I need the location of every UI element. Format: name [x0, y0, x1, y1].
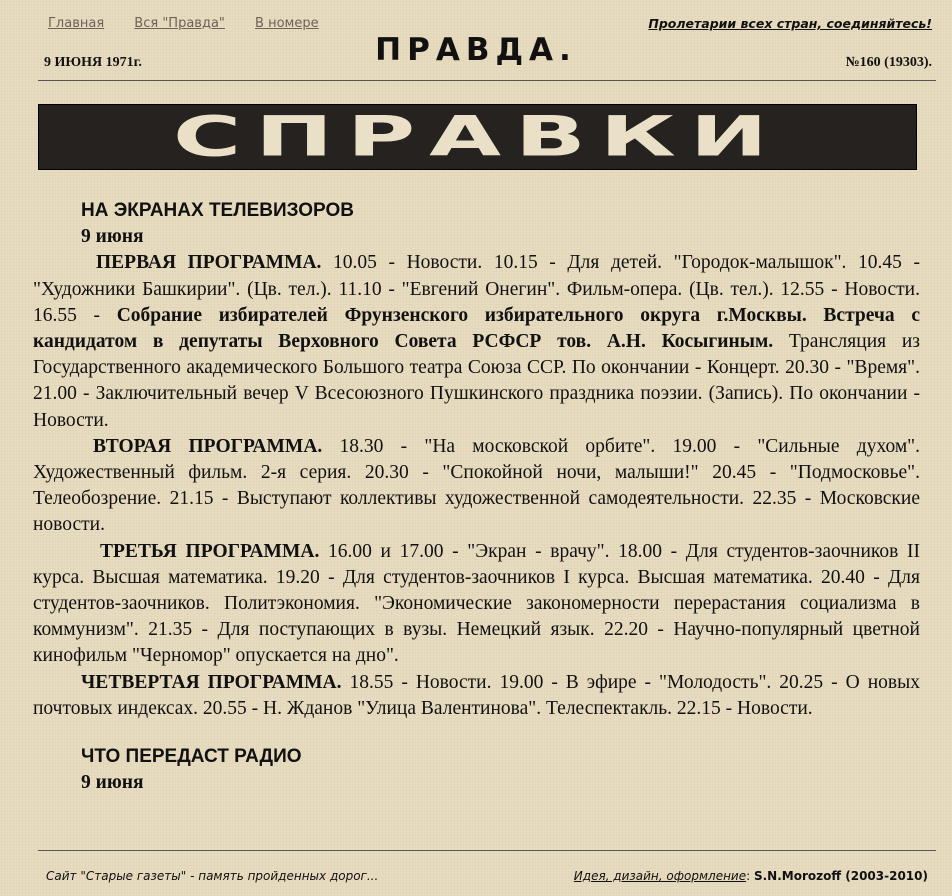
program-1-text-cont: Трансляция из Государственного академического Большого театра Союза ССР. По окончании - Концерт. 20.30 - "Время". 21.00 - Заключительный вечер V Всесоюзного Пушкинского праздника поэзии. (Запись). По окончании - Новости.: [33, 331, 920, 431]
tv-heading: НА ЭКРАНАХ ТЕЛЕВИЗОРОВ: [81, 200, 354, 221]
program-1-text: 10.05 - Новости. 10.15 - Для детей. "Городок-малышок". 10.45 - "Художники Башкирии". (Цв. тел.). 11.10 - "Евгений Онегин". Фильм-опера. (Цв. тел.). 12.55 - Новости. 16.55 -: [33, 252, 920, 326]
footer-credit: [574, 869, 928, 883]
program-4-name: ЧЕТВЕРТАЯ ПРОГРАММА.: [81, 671, 342, 693]
program-4-text: 18.55 - Новости. 19.00 - В эфире - "Молодость". 20.25 - О новых почтовых индексах. 20.55 - Н. Жданов "Улица Валентинова". Телеспектакль. 22.15 - Новости.: [33, 671, 920, 719]
footer-site-text: Сайт "Старые газеты" - память пройденных дорог...: [46, 869, 379, 883]
program-2-paragraph: [33, 434, 920, 539]
section-banner-text: СПРАВКИ: [173, 104, 782, 170]
program-3-paragraph: [33, 539, 920, 670]
tv-date: 9 июня: [81, 226, 144, 248]
slogan: [648, 16, 932, 31]
newspaper-masthead: ПРАВДА.: [375, 32, 577, 68]
slogan-link[interactable]: Пролетарии всех стран, соединяйтесь!: [648, 16, 932, 31]
program-4-paragraph: [33, 670, 920, 722]
program-1-name: ПЕРВАЯ ПРОГРАММА.: [96, 252, 322, 274]
nav-link-in-issue[interactable]: В номере: [255, 16, 319, 31]
footer-credit-name: S.N.Morozoff (2003-2010): [753, 869, 928, 883]
program-1-paragraph: [33, 250, 920, 433]
top-navigation: [48, 16, 345, 31]
radio-heading: ЧТО ПЕРЕДАСТ РАДИО: [81, 746, 302, 768]
article-content: [33, 198, 920, 830]
program-2-name: ВТОРАЯ ПРОГРАММА.: [93, 435, 323, 457]
section-gap: [33, 722, 920, 744]
program-1-bold-text: Собрание избирателей Фрунзенского избирательного округа г.Москвы. Встреча с кандидатом в депутаты Верховного Совета РСФСР тов. А.Н. Косыгиным.: [33, 304, 920, 353]
section-banner: [38, 104, 917, 170]
nav-link-home[interactable]: Главная: [48, 16, 105, 31]
footer-credit-label[interactable]: Идея, дизайн, оформление: [573, 869, 747, 883]
issue-date: 9 ИЮНЯ 1971г.: [44, 55, 142, 70]
issue-number: №160 (19303).: [845, 55, 932, 70]
header-divider: [38, 80, 936, 81]
program-3-text: 16.00 и 17.00 - "Экран - врачу". 18.00 - Для студентов-заочников II курса. Высшая математика. 19.20 - Для студентов-заочников I курса. Высшая математика. 20.40 - Для студентов-заочников. Политэкономия. "Экономические закономерности перерастания социализма в коммунизм". 21.35 - Для поступающих в вузы. Немецкий язык. 22.20 - Научно-популярный цветной кинофильм "Черномор" опускается на дно".: [33, 540, 920, 667]
footer-credit-separator: :: [746, 869, 754, 883]
program-2-text: 18.30 - "На московской орбите". 19.00 - "Сильные духом". Художественный фильм. 2-я серия. 20.30 - "Спокойной ночи, малыши!" 20.45 - "Подмосковье". Телеобозрение. 21.15 - Выступают коллективы художественной самодеятельности. 22.35 - Московские новости.: [33, 435, 920, 536]
program-3-name: ТРЕТЬЯ ПРОГРАММА.: [100, 540, 320, 562]
nav-link-all-pravda[interactable]: Вся "Правда": [134, 16, 225, 31]
footer-divider: [38, 850, 936, 851]
radio-date: 9 июня: [81, 772, 144, 794]
